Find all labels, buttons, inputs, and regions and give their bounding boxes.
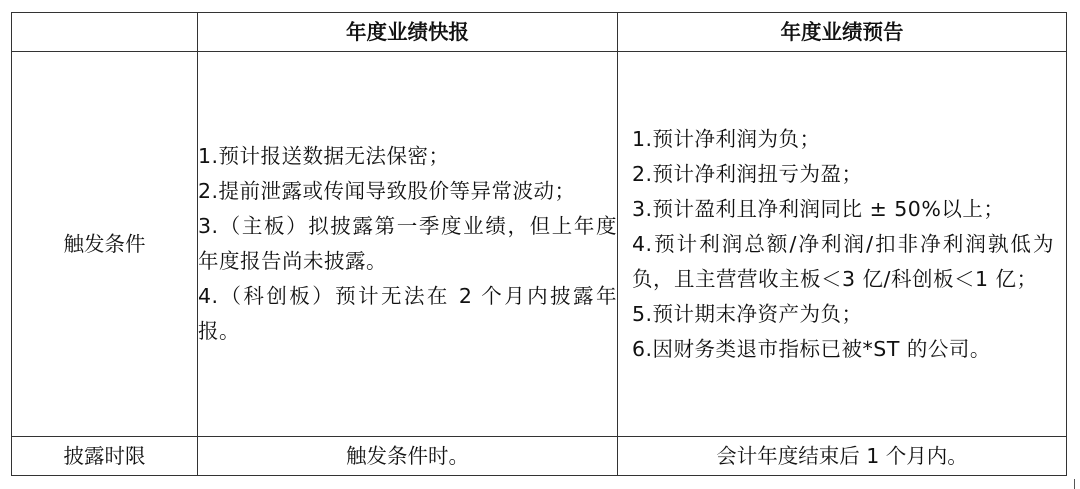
comparison-table [11, 12, 1067, 476]
forecast-deadline-cell: 会计年度结束后 1 个月内。 [618, 437, 1067, 476]
header-corner-cell [12, 13, 198, 52]
list-item: 1.预计净利润为负； [632, 126, 821, 151]
express-report-conditions-cell [198, 52, 618, 437]
list-item: 3.（主板）拟披露第一季度业绩，但上年度年度报告尚未披露。 [198, 214, 617, 273]
list-item: 2.预计净利润扭亏为盈； [632, 161, 863, 186]
list-item: 6.因财务类退市指标已被*ST 的公司。 [632, 336, 991, 361]
list-item: 5.预计期末净资产为负； [632, 301, 863, 326]
row-label-trigger-conditions: 触发条件 [12, 52, 198, 437]
header-annual-express-report: 年度业绩快报 [198, 13, 618, 52]
list-item: 4.（科创板）预计无法在 2 个月内披露年报。 [198, 284, 617, 343]
list-item: 3.预计盈利且净利润同比 ± 50%以上； [632, 196, 1005, 221]
express-report-deadline-cell: 触发条件时。 [198, 437, 618, 476]
header-annual-performance-forecast: 年度业绩预告 [618, 13, 1067, 52]
list-item: 1.预计报送数据无法保密； [198, 144, 450, 168]
list-item: 4.预计利润总额/净利润/扣非净利润孰低为负，且主营营收主板＜3 亿/科创板＜1 亿； [632, 231, 1054, 291]
trigger-conditions-row [12, 52, 1067, 437]
disclosure-deadline-row [12, 437, 1067, 476]
header-row [12, 13, 1067, 52]
list-item: 2.提前泄露或传闻导致股价等异常波动； [198, 179, 576, 203]
edge-mark [1074, 479, 1075, 489]
forecast-conditions-cell [618, 52, 1067, 437]
row-label-disclosure-deadline: 披露时限 [12, 437, 198, 476]
